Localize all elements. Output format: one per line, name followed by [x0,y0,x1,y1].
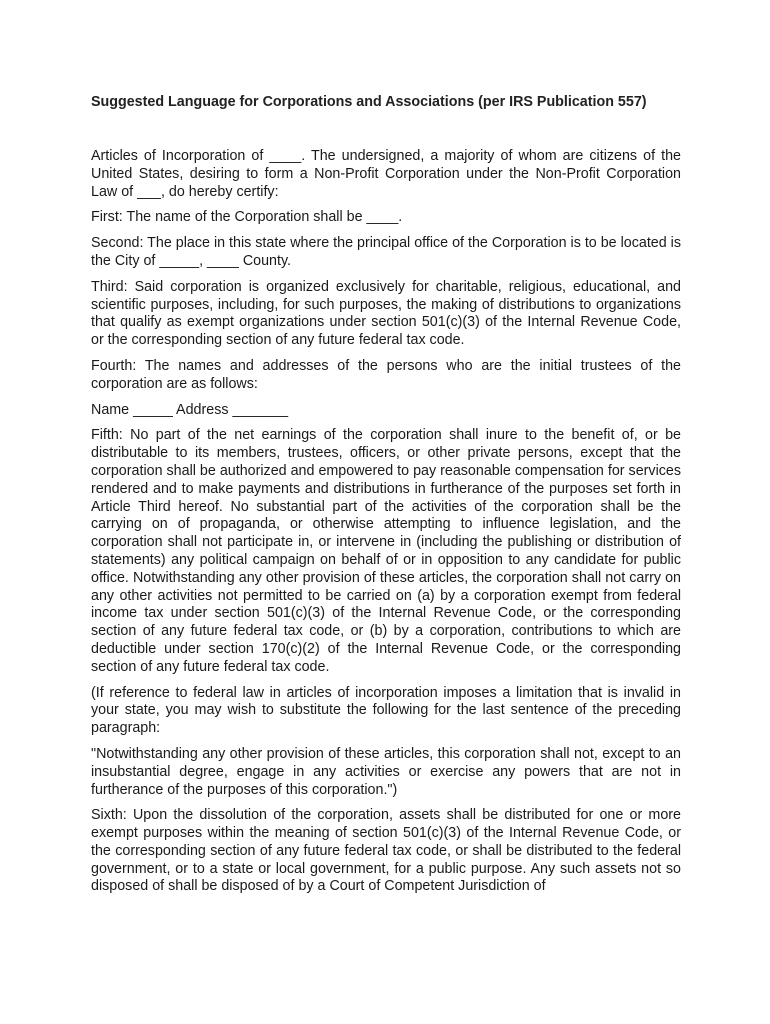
paragraph-article-third: Third: Said corporation is organized exclusively for charitable, religious, educational, and scientific purposes, including, for such purposes, the making of distributions to organizations that qualify as exempt organizations under section 501(c)(3) of the Internal Revenue Code, or the corresponding section of any future federal tax code. [91,278,681,349]
paragraph-trustee-name-address: Name _____ Address _______ [91,401,289,418]
paragraph-article-first: First: The name of the Corporation shall be ____. [91,209,403,226]
paragraph-substitute-sentence: "Notwithstanding any other provision of these articles, this corporation shall not, except to an insubstantial degree, engage in any activities or exercise any powers that are not in furtherance of the purposes of this corporation.") [91,745,681,798]
document-title: Suggested Language for Corporations and Associations (per IRS Publication 557) [91,94,647,110]
paragraph-article-second: Second: The place in this state where the principal office of the Corporation is to be located is the City of _____, ____ County. [91,235,681,269]
document-page [91,92,681,904]
paragraph-article-fifth: Fifth: No part of the net earnings of the corporation shall inure to the benefit of, or be distributable to its members, trustees, officers, or other private persons, except that the corporation shall be authorized and empowered to pay reasonable compensation for services rendered and to make payments and distributions in furtherance of the purposes set forth in Article Third hereof. No substantial part of the activities of the corporation shall be the carrying on of propaganda, or otherwise attempting to influence legislation, and the corporation shall not participate in, or intervene in (including the publishing or distribution of statements) any political campaign on behalf of or in opposition to any candidate for public office. Notwithstanding any other provision of these articles, the corporation shall not carry on any other activities not permitted to be carried on (a) by a corporation exempt from federal income tax under section 501(c)(3) of the Internal Revenue Code, or the corresponding section of any future federal tax code, or (b) by a corporation, contributions to which are deductible under section 170(c)(2) of the Internal Revenue Code, or the corresponding section of any future federal tax code. [91,427,681,675]
paragraph-federal-law-note: (If reference to federal law in articles of incorporation imposes a limitation that is invalid in your state, you may wish to substitute the following for the last sentence of the preceding paragraph: [91,684,681,737]
paragraph-article-sixth: Sixth: Upon the dissolution of the corporation, assets shall be distributed for one or more exempt purposes within the meaning of section 501(c)(3) of the Internal Revenue Code, or the corresponding section of any future federal tax code, or shall be distributed to the federal government, or to a state or local government, for a public purpose. Any such assets not so disposed of shall be disposed of by a Court of Competent Jurisdiction of [91,807,681,895]
paragraph-article-fourth: Fourth: The names and addresses of the persons who are the initial trustees of the corporation are as follows: [91,357,681,392]
paragraph-articles-intro: Articles of Incorporation of ____. The undersigned, a majority of whom are citizens of the United States, desiring to form a Non-Profit Corporation under the Non-Profit Corporation Law of ___, do hereby certify: [91,148,681,200]
